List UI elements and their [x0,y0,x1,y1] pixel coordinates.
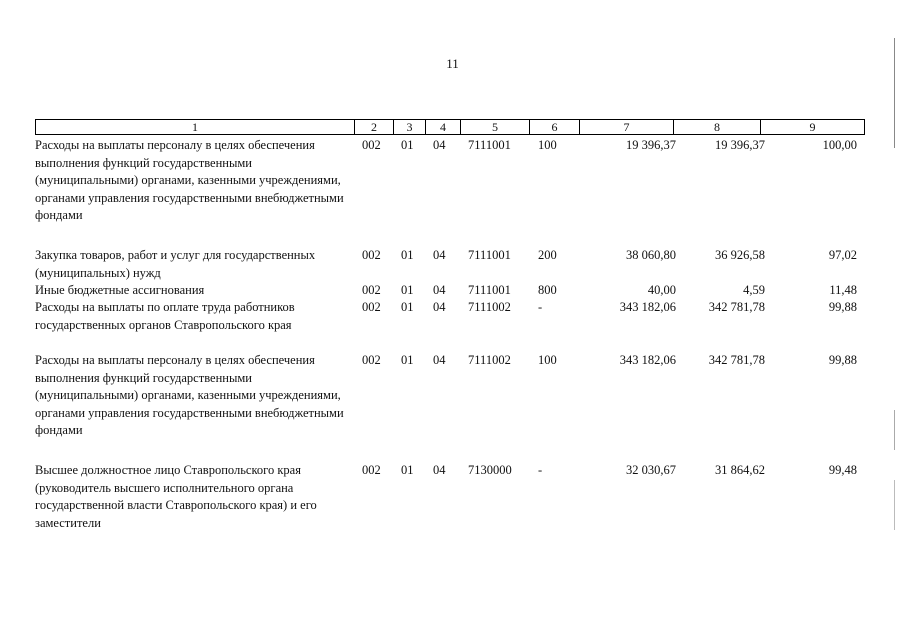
row-code-5: 7111002 [468,353,511,367]
row-name: Расходы на выплаты персоналу в целях обеспечения выполнения функций государственными (муниципальными) органами, казенными учреждениями, органами управления государственными внебюджетными фондами [35,353,344,437]
row-code-2: 002 [362,300,381,314]
header-cell-1: 1 [192,120,198,134]
row-code-6: - [538,300,543,314]
row-value-9: 97,02 [828,248,857,262]
scan-edge-line [894,410,895,450]
row-name: Иные бюджетные ассигнования [35,283,205,297]
row-code-3: 01 [401,138,414,152]
row-value-7: 343 182,06 [619,353,676,367]
row-name: Расходы на выплаты персоналу в целях обеспечения выполнения функций государственными (муниципальными) органами, казенными учреждениями, органами управления государственными внебюджетными фондами [35,138,344,222]
row-code-5: 7111002 [468,300,511,314]
row-code-6: 100 [538,138,557,152]
row-code-4: 04 [433,353,446,367]
row-value-9: 99,88 [828,353,857,367]
row-code-3: 01 [401,463,414,477]
row-code-4: 04 [433,248,446,262]
row-code-6: 200 [538,248,557,262]
row-value-9: 11,48 [829,283,857,297]
row-code-5: 7111001 [468,248,511,262]
table-header [35,119,865,135]
header-cell-9: 9 [760,120,864,134]
row-code-5: 7130000 [468,463,512,477]
scan-edge-line [894,480,895,530]
scan-edge-line [894,38,895,148]
row-code-2: 002 [362,283,381,297]
row-code-6: - [538,463,543,477]
row-code-4: 04 [433,138,446,152]
row-code-6: 800 [538,283,557,297]
row-value-7: 343 182,06 [619,300,676,314]
row-code-5: 7111001 [468,138,511,152]
header-cell-2: 2 [354,120,393,134]
row-code-2: 002 [362,248,381,262]
row-value-9: 100,00 [822,138,857,152]
row-value-7: 19 396,37 [626,138,676,152]
row-code-2: 002 [362,138,381,152]
row-code-3: 01 [401,300,414,314]
row-value-9: 99,88 [828,300,857,314]
row-code-5: 7111001 [468,283,511,297]
row-code-4: 04 [433,463,446,477]
row-name: Расходы на выплаты по оплате труда работников государственных органов Ставропольского края [35,300,295,332]
row-value-7: 32 030,67 [626,463,676,477]
row-code-2: 002 [362,353,381,367]
row-value-8: 19 396,37 [715,138,765,152]
row-value-8: 342 781,78 [708,353,765,367]
row-code-3: 01 [401,283,414,297]
header-cell-4: 4 [425,120,460,134]
row-code-3: 01 [401,248,414,262]
row-value-8: 31 864,62 [715,463,765,477]
header-cell-5: 5 [460,120,529,134]
row-value-8: 342 781,78 [708,300,765,314]
row-code-2: 002 [362,463,381,477]
row-value-7: 38 060,80 [626,248,676,262]
row-value-7: 40,00 [647,283,676,297]
row-value-8: 36 926,58 [715,248,765,262]
row-name: Высшее должностное лицо Ставропольского края (руководитель высшего исполнительного органа государственной власти Ставропольского края) и его заместители [35,463,317,530]
header-cell-3: 3 [393,120,425,134]
header-cell-6: 6 [529,120,579,134]
header-cell-8: 8 [673,120,760,134]
row-value-9: 99,48 [828,463,857,477]
row-name: Закупка товаров, работ и услуг для государственных (муниципальных) нужд [35,248,316,280]
row-code-3: 01 [401,353,414,367]
row-code-4: 04 [433,283,446,297]
page-number: 11 [446,56,459,71]
row-code-4: 04 [433,300,446,314]
header-cell-7: 7 [579,120,673,134]
row-value-8: 4,59 [743,283,765,297]
row-code-6: 100 [538,353,557,367]
